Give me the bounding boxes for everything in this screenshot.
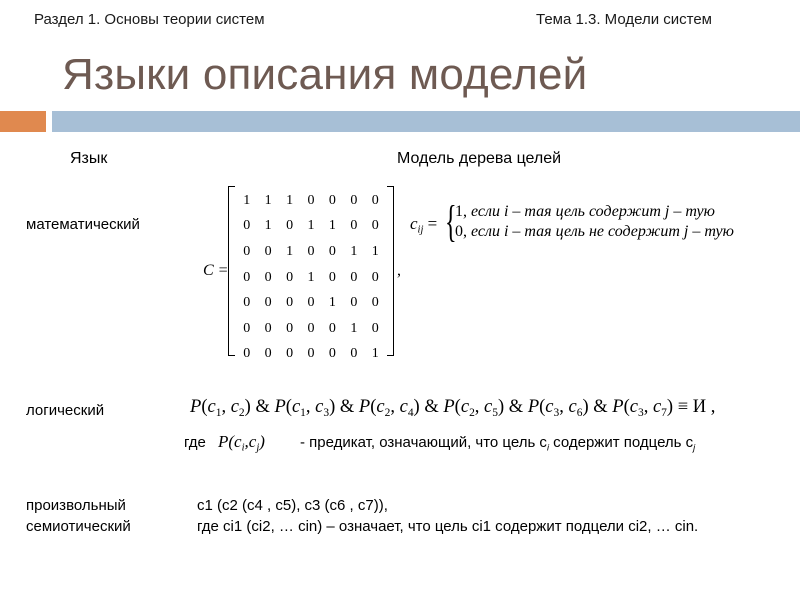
conjunction-sign: & — [335, 397, 359, 417]
matrix-cell: 0 — [286, 269, 294, 285]
matrix-cell: 0 — [350, 346, 358, 362]
matrix-cell: 0 — [371, 192, 379, 208]
matrix-cell: 0 — [264, 346, 272, 362]
semiotic-line2: где ci1 (ci2, … cin) – означает, что цель ci1 содержит подцели ci2, … cin. — [197, 518, 699, 535]
case-1-text: если i – тая цель содержит j – тую — [471, 203, 715, 220]
predicate-term: $P(c_1$, $c_2$) — [190, 397, 251, 419]
matrix-left-bracket — [228, 186, 235, 356]
case-2-value: 0, — [455, 223, 467, 240]
semiotic-line1: c1 (c2 (c4 , c5), c3 (c6 , c7)), — [197, 497, 388, 514]
matrix-cell: 0 — [243, 346, 251, 362]
case-2-text: если i – тая цель не содержит j – тую — [471, 223, 734, 240]
matrix-cell: 0 — [371, 320, 379, 336]
matrix-cell: 0 — [243, 320, 251, 336]
cij-equals: = — [427, 214, 438, 233]
matrix-cell: 0 — [286, 346, 294, 362]
matrix-cell: 0 — [328, 243, 336, 259]
matrix-cell: 0 — [371, 269, 379, 285]
matrix-cell: 0 — [371, 295, 379, 311]
column-header-language: Язык — [70, 150, 108, 167]
matrix-name: C = — [203, 262, 229, 279]
matrix-right-bracket — [387, 186, 394, 356]
matrix-cell: 0 — [371, 218, 379, 234]
matrix-cell: 0 — [264, 295, 272, 311]
predicate-term: $P(c_2$, $c_5$) — [443, 397, 505, 419]
conjunction-sign: & — [588, 397, 613, 417]
matrix-cell: 1 — [307, 269, 315, 285]
math-language-label: математический — [26, 216, 140, 233]
predicate-i: i — [241, 442, 245, 454]
matrix-cell: 1 — [286, 192, 294, 208]
semiotic-label-line2: семиотический — [26, 518, 131, 535]
matrix-cell: 0 — [350, 269, 358, 285]
matrix-cell: 0 — [307, 320, 315, 336]
section-header: Раздел 1. Основы теории систем — [34, 11, 265, 28]
matrix-cell: 0 — [264, 320, 272, 336]
cij-symbol: c — [410, 214, 418, 233]
matrix-cell: 0 — [264, 269, 272, 285]
cij-subscript: ij — [417, 224, 424, 236]
matrix-cell: 0 — [350, 295, 358, 311]
matrix-cell: 1 — [264, 192, 272, 208]
matrix-cell: 0 — [350, 218, 358, 234]
cases-brace: { — [445, 197, 457, 246]
logic-formula-terms — [190, 397, 678, 417]
matrix-cell: 0 — [328, 346, 336, 362]
matrix-cell: 0 — [264, 243, 272, 259]
conjunction-sign: & — [504, 397, 528, 417]
matrix-cell: 0 — [307, 243, 315, 259]
predicate-term: $P(c_1$, $c_3$) — [274, 397, 336, 419]
column-header-model: Модель дерева целей — [397, 150, 562, 167]
logic-language-label: логический — [26, 402, 105, 419]
predicate-notation: $P(c_i,c_j)$ — [218, 432, 265, 454]
predicate-description — [300, 434, 695, 452]
where-label: где — [184, 434, 206, 451]
matrix-cell: 0 — [328, 192, 336, 208]
semiotic-label-line1: произвольный — [26, 497, 126, 514]
matrix-cell: 1 — [371, 346, 379, 362]
semiotic-description — [197, 495, 698, 537]
slide-title: Языки описания моделей — [62, 50, 588, 99]
matrix-cell: 1 — [350, 320, 358, 336]
matrix-cell: 0 — [307, 192, 315, 208]
predicate-term: $P(c_3$, $c_7$) — [612, 397, 674, 419]
case-2 — [455, 223, 734, 241]
title-divider-bar — [52, 111, 800, 132]
predicate-term: $P(c_2$, $c_4$) — [358, 397, 420, 419]
matrix-cell: 0 — [243, 243, 251, 259]
predicate-desc-j: j — [693, 442, 696, 453]
predicate-desc-mid: содержит подцель c — [549, 434, 694, 451]
matrix-grid — [236, 188, 386, 367]
matrix-cell: 1 — [371, 243, 379, 259]
predicate-j: j — [256, 442, 260, 454]
predicate-term: $P(c_3$, $c_6$) — [527, 397, 589, 419]
conjunction-sign: & — [250, 397, 275, 417]
conjunction-sign: & — [419, 397, 444, 417]
matrix-cell: 0 — [286, 295, 294, 311]
matrix-cell: 0 — [286, 320, 294, 336]
matrix-cell: 1 — [243, 192, 251, 208]
adjacency-matrix — [228, 186, 394, 362]
matrix-cell: 1 — [307, 218, 315, 234]
matrix-cell: 0 — [328, 269, 336, 285]
matrix-cell: 0 — [243, 218, 251, 234]
logic-formula-tail: ≡ И , — [677, 397, 716, 417]
cij-definition — [410, 214, 437, 236]
topic-header: Тема 1.3. Модели систем — [536, 11, 712, 28]
matrix-cell: 0 — [307, 346, 315, 362]
matrix-cell: 0 — [243, 269, 251, 285]
matrix-comma: , — [397, 262, 401, 279]
matrix-cell: 0 — [350, 192, 358, 208]
title-accent-bar — [0, 111, 46, 132]
predicate-desc-start: - предикат, означающий, что цель c — [300, 434, 547, 451]
predicate-desc-i: i — [546, 442, 550, 453]
matrix-cell: 0 — [307, 295, 315, 311]
matrix-cell: 1 — [350, 243, 358, 259]
matrix-cell: 1 — [328, 295, 336, 311]
matrix-cell: 0 — [243, 295, 251, 311]
semiotic-language-label — [26, 495, 131, 537]
case-1 — [455, 203, 715, 221]
matrix-cell: 1 — [264, 218, 272, 234]
logic-formula — [190, 397, 715, 419]
case-1-value: 1, — [455, 203, 467, 220]
matrix-cell: 1 — [328, 218, 336, 234]
matrix-cell: 0 — [328, 320, 336, 336]
matrix-cell: 0 — [286, 218, 294, 234]
matrix-cell: 1 — [286, 243, 294, 259]
predicate-prefix: P(c — [218, 432, 242, 451]
